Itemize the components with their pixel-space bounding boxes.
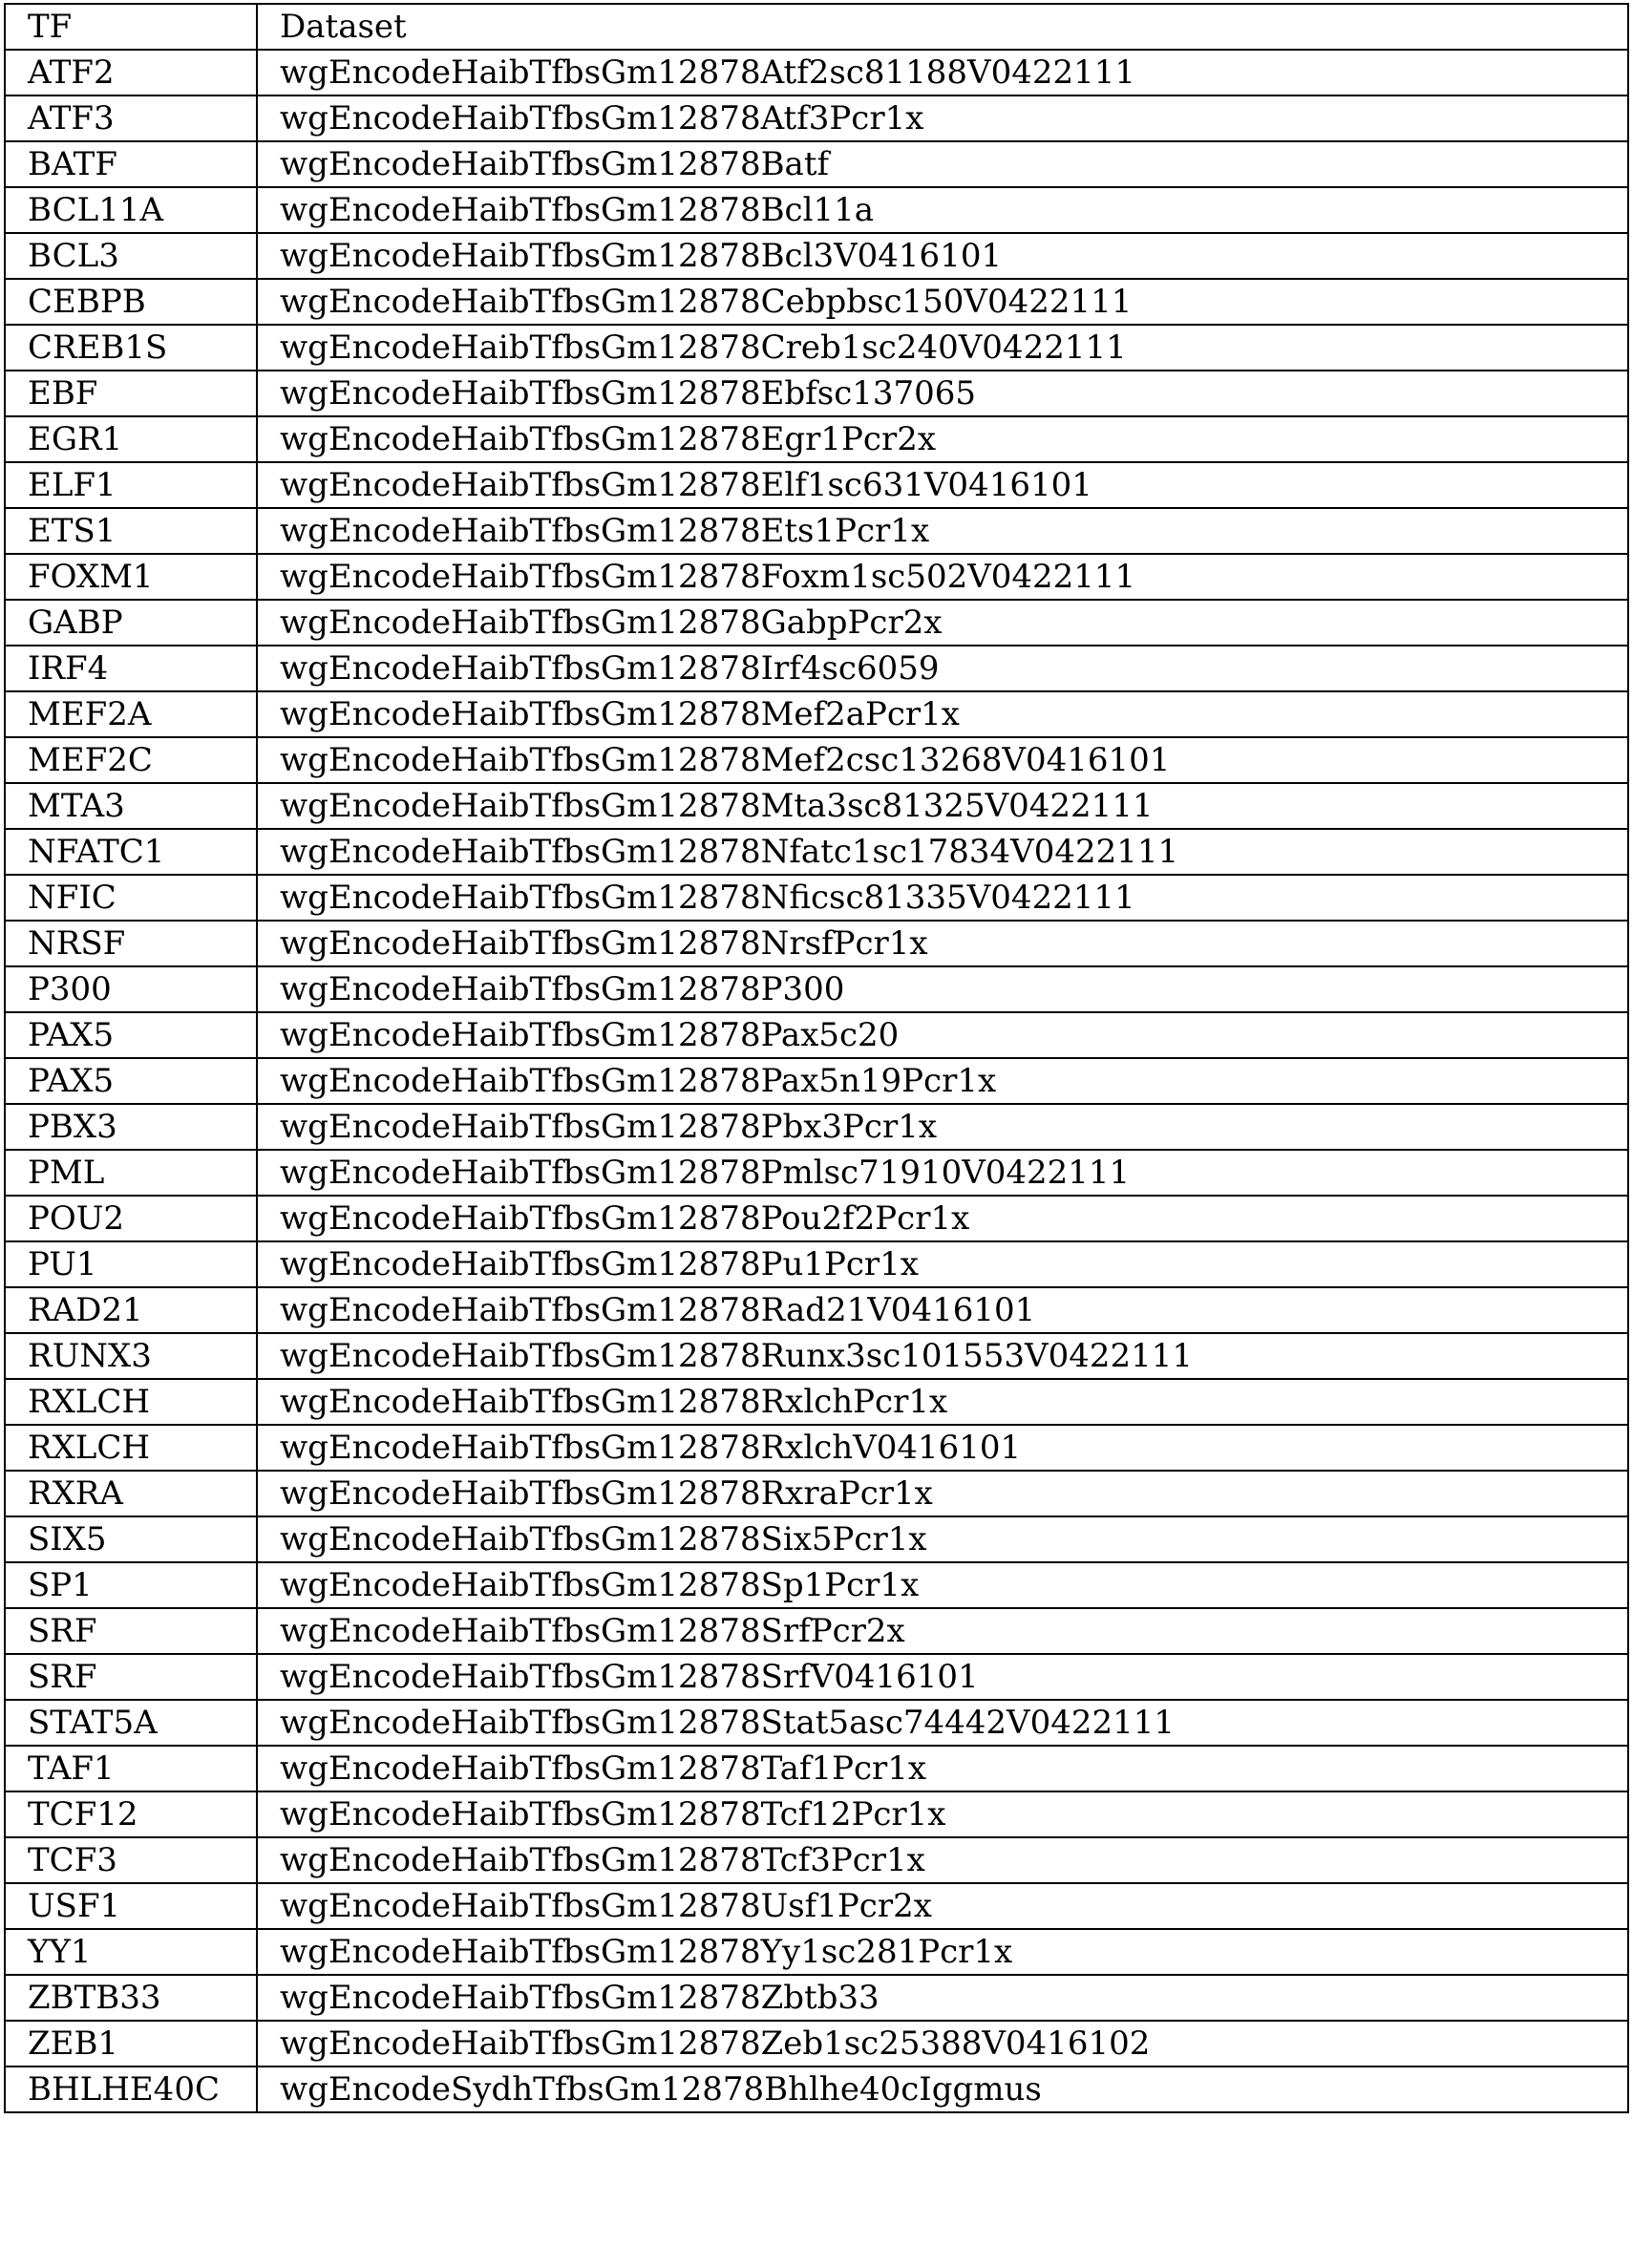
tf-cell: FOXM1 [5,554,257,600]
dataset-cell: wgEncodeHaibTfbsGm12878Foxm1sc502V0422111 [257,554,1628,600]
tf-cell: SP1 [5,1562,257,1608]
dataset-cell: wgEncodeHaibTfbsGm12878Pu1Pcr1x [257,1241,1628,1287]
tf-cell: TCF3 [5,1837,257,1883]
dataset-cell: wgEncodeHaibTfbsGm12878Pax5c20 [257,1012,1628,1058]
dataset-cell: wgEncodeHaibTfbsGm12878Creb1sc240V0422111 [257,325,1628,371]
table-row [5,279,1628,325]
tf-cell: MEF2C [5,737,257,783]
dataset-cell: wgEncodeHaibTfbsGm12878Zeb1sc25388V0416102 [257,2021,1628,2067]
dataset-cell: wgEncodeHaibTfbsGm12878Ets1Pcr1x [257,508,1628,554]
table-row [5,1287,1628,1333]
tf-cell: USF1 [5,1883,257,1929]
dataset-cell: wgEncodeHaibTfbsGm12878Stat5asc74442V0422111 [257,1700,1628,1746]
tf-cell: ZBTB33 [5,1975,257,2021]
table-row [5,1333,1628,1379]
tf-cell: STAT5A [5,1700,257,1746]
table-row [5,371,1628,416]
table-row [5,1608,1628,1654]
dataset-cell: wgEncodeHaibTfbsGm12878SrfPcr2x [257,1608,1628,1654]
dataset-cell: wgEncodeHaibTfbsGm12878Batf [257,141,1628,187]
tf-cell: ZEB1 [5,2021,257,2067]
tf-cell: BATF [5,141,257,187]
tf-cell: YY1 [5,1929,257,1975]
tf-cell: BCL3 [5,233,257,279]
table-row [5,416,1628,462]
table-row [5,462,1628,508]
tf-cell: PAX5 [5,1012,257,1058]
tf-cell: PAX5 [5,1058,257,1104]
tf-cell: NRSF [5,921,257,966]
dataset-cell: wgEncodeHaibTfbsGm12878P300 [257,966,1628,1012]
table-row [5,1058,1628,1104]
dataset-cell: wgEncodeHaibTfbsGm12878Runx3sc101553V0422111 [257,1333,1628,1379]
tf-cell: ETS1 [5,508,257,554]
dataset-cell: wgEncodeHaibTfbsGm12878Pmlsc71910V0422111 [257,1150,1628,1196]
tf-cell: POU2 [5,1196,257,1241]
tf-cell: PU1 [5,1241,257,1287]
dataset-cell: wgEncodeHaibTfbsGm12878Mta3sc81325V0422111 [257,783,1628,829]
table-row [5,921,1628,966]
tf-cell: EBF [5,371,257,416]
table-row [5,233,1628,279]
tf-cell: RXRA [5,1471,257,1516]
table-row [5,1196,1628,1241]
tf-cell: ATF3 [5,95,257,141]
dataset-cell: wgEncodeHaibTfbsGm12878Atf2sc81188V0422111 [257,50,1628,95]
table-row [5,1791,1628,1837]
dataset-cell: wgEncodeHaibTfbsGm12878Egr1Pcr2x [257,416,1628,462]
tf-cell: RUNX3 [5,1333,257,1379]
table-row [5,1654,1628,1700]
dataset-cell: wgEncodeHaibTfbsGm12878Tcf3Pcr1x [257,1837,1628,1883]
tf-cell: PBX3 [5,1104,257,1150]
table-row [5,141,1628,187]
dataset-cell: wgEncodeHaibTfbsGm12878Mef2csc13268V0416101 [257,737,1628,783]
tf-cell: BHLHE40C [5,2067,257,2112]
dataset-cell: wgEncodeHaibTfbsGm12878RxlchPcr1x [257,1379,1628,1425]
tf-cell: MTA3 [5,783,257,829]
table-row [5,1150,1628,1196]
table-row [5,1746,1628,1791]
tf-cell: SRF [5,1608,257,1654]
table-row [5,1241,1628,1287]
tf-cell: RXLCH [5,1425,257,1471]
tf-cell: GABP [5,600,257,646]
tf-cell: EGR1 [5,416,257,462]
dataset-cell: wgEncodeHaibTfbsGm12878Pou2f2Pcr1x [257,1196,1628,1241]
dataset-cell: wgEncodeHaibTfbsGm12878Elf1sc631V0416101 [257,462,1628,508]
table-row [5,1883,1628,1929]
tf-cell: P300 [5,966,257,1012]
tf-cell: PML [5,1150,257,1196]
column-header-tf: TF [5,4,257,50]
dataset-cell: wgEncodeHaibTfbsGm12878Bcl3V0416101 [257,233,1628,279]
table-row [5,554,1628,600]
tf-cell: RAD21 [5,1287,257,1333]
dataset-cell: wgEncodeHaibTfbsGm12878Irf4sc6059 [257,646,1628,691]
dataset-cell: wgEncodeHaibTfbsGm12878Bcl11a [257,187,1628,233]
dataset-cell: wgEncodeHaibTfbsGm12878Mef2aPcr1x [257,691,1628,737]
dataset-cell: wgEncodeHaibTfbsGm12878RxlchV0416101 [257,1425,1628,1471]
table-row [5,966,1628,1012]
table-row [5,1425,1628,1471]
table-row [5,1975,1628,2021]
dataset-cell: wgEncodeHaibTfbsGm12878GabpPcr2x [257,600,1628,646]
tf-cell: MEF2A [5,691,257,737]
dataset-cell: wgEncodeHaibTfbsGm12878Cebpbsc150V0422111 [257,279,1628,325]
dataset-cell: wgEncodeHaibTfbsGm12878Six5Pcr1x [257,1516,1628,1562]
tf-cell: IRF4 [5,646,257,691]
dataset-cell: wgEncodeHaibTfbsGm12878Pbx3Pcr1x [257,1104,1628,1150]
dataset-cell: wgEncodeHaibTfbsGm12878Zbtb33 [257,1975,1628,2021]
table-row [5,600,1628,646]
table-row [5,1516,1628,1562]
tf-cell: SRF [5,1654,257,1700]
column-header-dataset: Dataset [257,4,1628,50]
dataset-cell: wgEncodeHaibTfbsGm12878RxraPcr1x [257,1471,1628,1516]
table-row [5,508,1628,554]
tf-cell: CREB1S [5,325,257,371]
dataset-cell: wgEncodeHaibTfbsGm12878Pax5n19Pcr1x [257,1058,1628,1104]
dataset-cell: wgEncodeHaibTfbsGm12878Tcf12Pcr1x [257,1791,1628,1837]
table-row [5,2021,1628,2067]
tf-cell: NFIC [5,875,257,921]
table-row [5,1562,1628,1608]
table-row [5,1700,1628,1746]
dataset-cell: wgEncodeHaibTfbsGm12878Taf1Pcr1x [257,1746,1628,1791]
table-row [5,646,1628,691]
dataset-cell: wgEncodeHaibTfbsGm12878Yy1sc281Pcr1x [257,1929,1628,1975]
table-row [5,737,1628,783]
dataset-cell: wgEncodeHaibTfbsGm12878Nfatc1sc17834V0422111 [257,829,1628,875]
table-row [5,2067,1628,2112]
table-row [5,1379,1628,1425]
tf-cell: ELF1 [5,462,257,508]
dataset-cell: wgEncodeHaibTfbsGm12878Rad21V0416101 [257,1287,1628,1333]
tf-cell: TCF12 [5,1791,257,1837]
table-row [5,1104,1628,1150]
table-row [5,187,1628,233]
table-row [5,325,1628,371]
table-row [5,1012,1628,1058]
dataset-cell: wgEncodeHaibTfbsGm12878SrfV0416101 [257,1654,1628,1700]
dataset-cell: wgEncodeHaibTfbsGm12878Atf3Pcr1x [257,95,1628,141]
table-row [5,783,1628,829]
dataset-cell: wgEncodeHaibTfbsGm12878Ebfsc137065 [257,371,1628,416]
tf-cell: ATF2 [5,50,257,95]
table-row [5,875,1628,921]
dataset-cell: wgEncodeHaibTfbsGm12878NrsfPcr1x [257,921,1628,966]
dataset-cell: wgEncodeHaibTfbsGm12878Nficsc81335V0422111 [257,875,1628,921]
table-row [5,95,1628,141]
table-row [5,829,1628,875]
table-body [5,50,1628,2112]
table-row [5,50,1628,95]
tf-cell: BCL11A [5,187,257,233]
dataset-cell: wgEncodeSydhTfbsGm12878Bhlhe40cIggmus [257,2067,1628,2112]
table-row [5,1837,1628,1883]
table-row [5,691,1628,737]
tf-cell: SIX5 [5,1516,257,1562]
tf-cell: CEBPB [5,279,257,325]
tf-cell: TAF1 [5,1746,257,1791]
tf-dataset-table [4,3,1629,2113]
table-row [5,1929,1628,1975]
tf-cell: NFATC1 [5,829,257,875]
dataset-cell: wgEncodeHaibTfbsGm12878Sp1Pcr1x [257,1562,1628,1608]
table-row [5,1471,1628,1516]
header-row [5,4,1628,50]
tf-cell: RXLCH [5,1379,257,1425]
dataset-cell: wgEncodeHaibTfbsGm12878Usf1Pcr2x [257,1883,1628,1929]
